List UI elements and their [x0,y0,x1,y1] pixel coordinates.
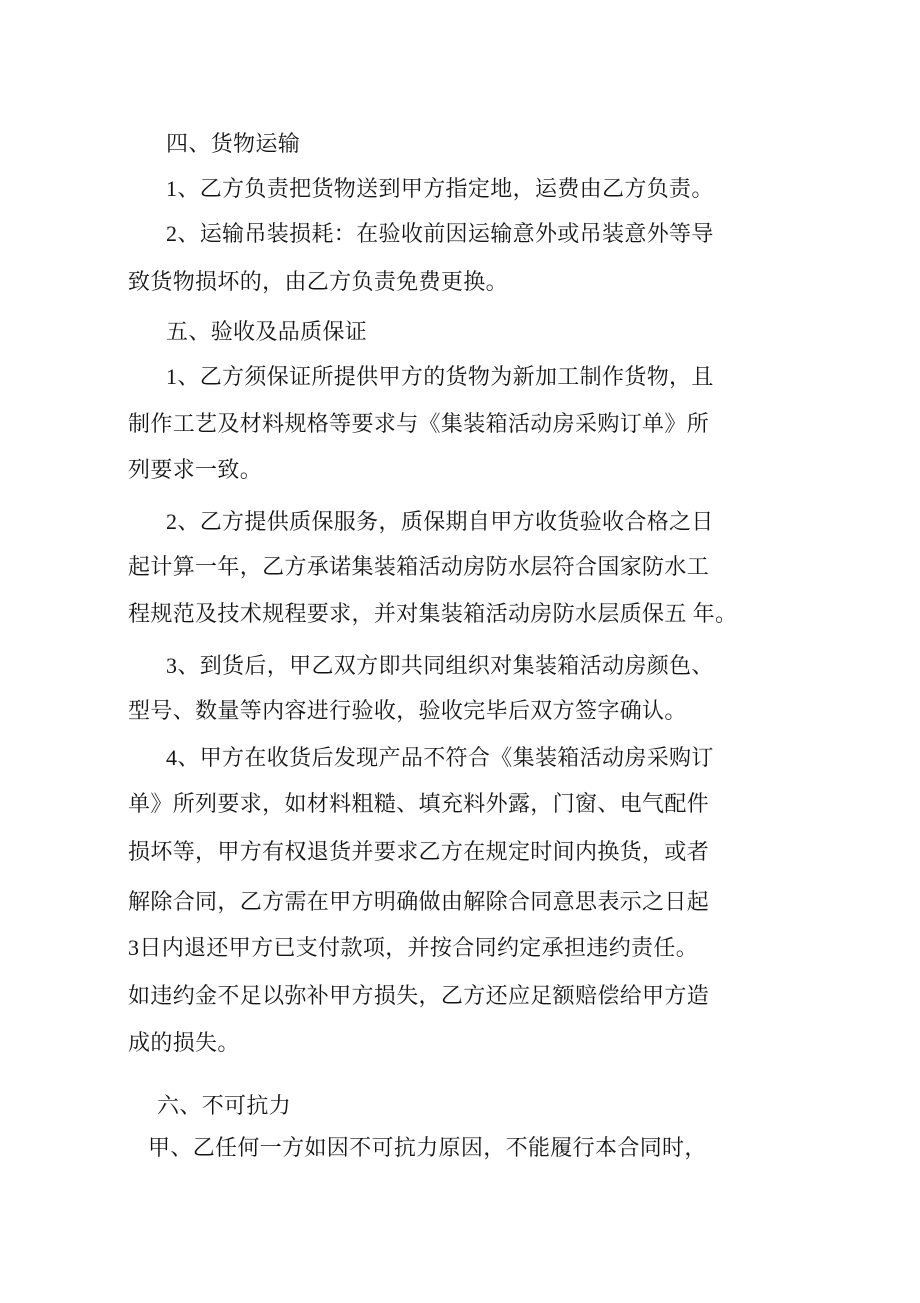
clause-line: 2、运输吊装损耗：在验收前因运输意外或吊装意外等导 [166,221,714,246]
clause-line: 起计算一年，乙方承诺集装箱活动房防水层符合国家防水工 [128,554,710,579]
clause-line: 1、乙方须保证所提供甲方的货物为新加工制作货物，且 [166,364,714,389]
clause-line: 如违约金不足以弥补甲方损失，乙方还应足额赔偿给甲方造 [128,983,710,1008]
clause-line: 列要求一致。 [128,457,263,482]
clause-line: 致货物损坏的，由乙方负责免费更换。 [128,269,508,294]
clause-line: 3、到货后，甲乙双方即共同组织对集装箱活动房颜色、 [166,653,714,678]
section-heading: 四、货物运输 [166,131,301,156]
clause-line: 解除合同，乙方需在甲方明确做由解除合同意思表示之日起 [128,889,710,914]
clause-line: 3日内退还甲方已支付款项，并按合同约定承担违约责任。 [128,935,699,960]
clause-line: 甲、乙任何一方如因不可抗力原因，不能履行本合同时， [148,1135,707,1160]
clause-line: 4、甲方在收货后发现产品不符合《集装箱活动房采购订 [166,745,714,770]
clause-line: 损坏等，甲方有权退货并要求乙方在规定时间内换货，或者 [128,839,710,864]
clause-line: 单》所列要求，如材料粗糙、填充料外露，门窗、电气配件 [128,791,710,816]
clause-line: 型号、数量等内容进行验收，验收完毕后双方签字确认。 [128,698,687,723]
clause-line: 程规范及技术规程要求，并对集装箱活动房防水层质保五 年。 [128,601,738,626]
clause-line: 2、乙方提供质保服务，质保期自甲方收货验收合格之日 [166,509,714,534]
section-heading: 五、验收及品质保证 [166,319,368,344]
clause-line: 1、乙方负责把货物送到甲方指定地，运费由乙方负责。 [166,176,714,201]
clause-line: 成的损失。 [128,1030,240,1055]
clause-line: 制作工艺及材料规格等要求与《集装箱活动房采购订单》所 [128,411,710,436]
section-heading: 六、不可抗力 [157,1093,292,1118]
